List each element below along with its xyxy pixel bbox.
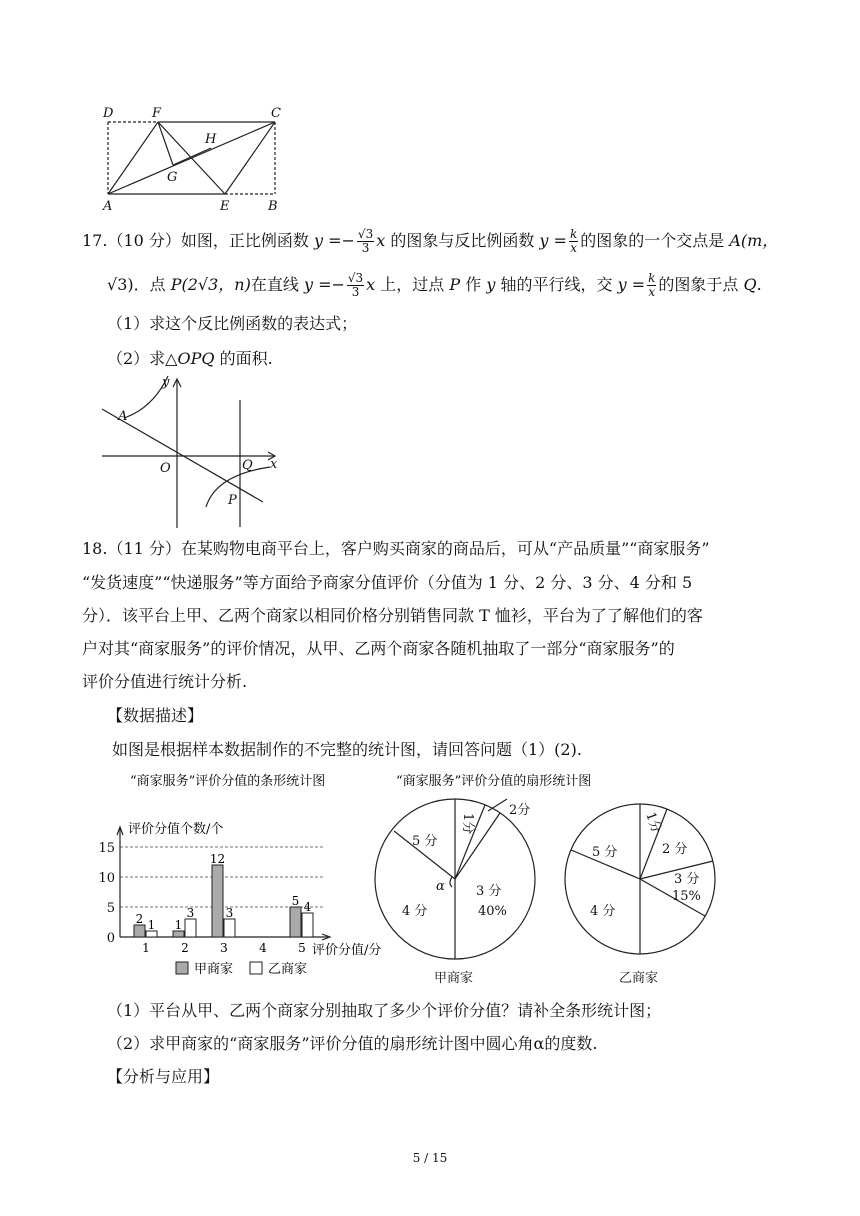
yi-label-5: 5 分: [592, 845, 618, 860]
q17-line1: 17.（10 分）如图，正比例函数 y =− $\frac{√3}{3}$ x 的图象与反比例函数 y = $\frac{k}{x}$ 的图象的一个交点是 A(m，: [82, 227, 779, 255]
bar-yi-5: [302, 913, 313, 937]
bar-chart-title: “商家服务”评价分值的条形统计图: [130, 774, 326, 789]
bar-yi-3: [224, 919, 235, 937]
legend-label-yi: 乙商家: [268, 962, 308, 977]
label-G: G: [167, 170, 178, 185]
yi-label-1: 1分: [642, 810, 664, 836]
q17-sub1: （1）求这个反比例函数的表达式；: [107, 314, 358, 333]
legend-label-jia: 甲商家: [194, 962, 234, 977]
fraction-sqrt3-over-3: $\frac{√3}{3}$: [357, 227, 374, 255]
bar-marks: [134, 852, 313, 955]
jia-name: 甲商家: [434, 971, 474, 986]
q18-line2: “发货速度”“快递服务”等方面给予商家分值评价（分值为 1 分、2 分、3 分、4 分和 5: [82, 573, 693, 592]
q17-text: 17.（10 分）如图，正比例函数: [82, 231, 314, 250]
bar-chart: [90, 765, 400, 985]
ytick-15: 15: [98, 841, 115, 856]
axis-label-x: x: [270, 457, 278, 472]
q18-sub2: （2）求甲商家的“商家服务”评价分值的扇形统计图中圆心角α的度数.: [107, 1034, 598, 1053]
fraction-k-over-x: $\frac{k}{x}$: [569, 227, 578, 255]
point-label-A: A: [118, 409, 128, 424]
bar-legend: [176, 961, 307, 977]
ytick-10: 10: [98, 871, 115, 886]
legend-swatch-yi: [250, 962, 262, 974]
bar-value-jia-5: 5: [291, 894, 300, 908]
point-label-Q: Q: [242, 458, 253, 473]
q18-desc: 如图是根据样本数据制作的不完整的统计图，请回答问题（1）(2).: [112, 740, 582, 759]
xtick-2: 2: [181, 941, 189, 955]
bar-value-yi-5: 4: [303, 900, 312, 914]
label-C: C: [271, 106, 281, 121]
pie-charts: [370, 765, 730, 990]
bar-value-jia-3: 12: [209, 852, 226, 866]
xtick-1: 1: [142, 941, 150, 955]
jia-label-5: 5 分: [412, 834, 438, 849]
q18-line4: 户对其“商家服务”的评价情况，从甲、乙两个商家各随机抽取了一部分“商家服务”的: [82, 639, 675, 658]
label-E: E: [220, 199, 230, 214]
q17-line2: √3)．点 P(2√3，n)在直线 y =− $\frac{√3}{3}$ x 上，过点 P 作 y 轴的平行线，交 y = $\frac{k}{x}$ 的图象于点 Q.: [107, 271, 762, 299]
yi-name: 乙商家: [619, 971, 659, 986]
bar-jia-3: [212, 865, 223, 937]
bar-value-yi-2: 3: [186, 906, 195, 920]
q18-line1: 18.（11 分）在某购物电商平台上，客户购买商家的商品后，可从“产品质量”“商家服务”: [82, 539, 710, 558]
bar-chart-ylabel: 评价分值个数/个: [128, 822, 224, 837]
yi-label-3-pct: 15%: [672, 889, 701, 904]
legend-swatch-jia: [176, 962, 188, 974]
jia-label-3: 3 分: [476, 884, 502, 899]
xtick-5: 5: [298, 941, 306, 955]
jia-label-3-pct: 40%: [478, 904, 507, 919]
label-D: D: [103, 106, 114, 121]
label-A: A: [103, 199, 113, 214]
q17-formula: y =−: [313, 231, 355, 250]
bar-value-yi-1: 1: [147, 918, 156, 932]
rectangle-figure: [95, 100, 295, 215]
jia-label-4: 4 分: [402, 904, 428, 919]
jia-alpha-label: α: [436, 879, 445, 894]
q18-line3: 分）．该平台上甲、乙两个商家以相同价格分别销售同款 T 恤衫，平台为了了解他们的客: [82, 606, 703, 625]
bar-jia-1: [134, 925, 145, 937]
bar-jia-5: [290, 907, 301, 937]
bar-chart-xlabel: 评价分值/分: [312, 943, 382, 958]
q18-section-analysis: 【分析与应用】: [107, 1067, 220, 1086]
yi-label-3: 3 分: [674, 872, 700, 887]
bar-value-jia-2: 1: [174, 918, 183, 932]
point-label-P: P: [228, 493, 237, 508]
ytick-0: 0: [106, 931, 115, 946]
q18-sub1: （1）平台从甲、乙两个商家分别抽取了多少个评价分值？请补全条形统计图；: [107, 1001, 662, 1020]
yi-label-2: 2 分: [662, 842, 688, 857]
yi-label-4: 4 分: [590, 904, 616, 919]
function-graph-figure: [98, 372, 288, 530]
jia-label-2: 2分: [509, 803, 531, 818]
bar-value-jia-1: 2: [135, 912, 144, 926]
jia-label-1: 1分: [460, 813, 475, 835]
xtick-4: 4: [259, 941, 267, 955]
xtick-3: 3: [220, 941, 228, 955]
ytick-5: 5: [106, 901, 115, 916]
bar-value-yi-3: 3: [225, 906, 234, 920]
origin-label-O: O: [160, 461, 171, 476]
bar-yi-2: [185, 919, 196, 937]
q17-sub2: （2）求△OPQ 的面积.: [107, 349, 273, 368]
page-number: 5 / 15: [412, 1151, 448, 1165]
pie-chart-title: “商家服务”评价分值的扇形统计图: [396, 774, 592, 789]
axis-label-y: y: [162, 375, 170, 390]
q18-line5: 评价分值进行统计分析.: [82, 672, 248, 691]
label-F: F: [152, 106, 162, 121]
q18-section-data: 【数据描述】: [107, 706, 204, 725]
label-H: H: [205, 132, 217, 147]
label-B: B: [268, 199, 278, 214]
